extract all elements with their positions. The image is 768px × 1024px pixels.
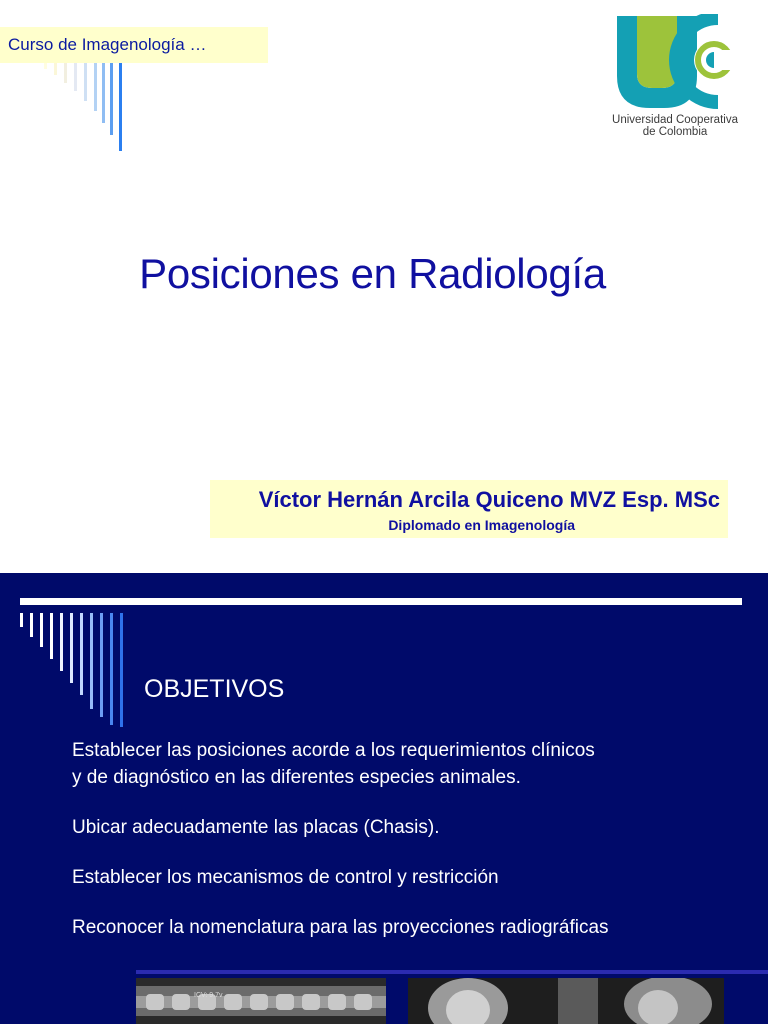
divider-line <box>20 598 742 605</box>
objectives-slide <box>0 573 768 1024</box>
course-tag: Curso de Imagenología … <box>0 27 268 63</box>
list-item: Reconocer la nomenclatura para las proyecciones radiográficas <box>72 917 609 938</box>
author-subtitle: Diplomado en Imagenología <box>388 517 575 533</box>
author-name: Víctor Hernán Arcila Quiceno MVZ Esp. MSc <box>258 487 720 512</box>
radiograph-label: ICV: 9.7v <box>194 992 223 999</box>
radiograph-image <box>136 978 386 1024</box>
university-name: Universidad Cooperativa de Colombia <box>612 114 738 138</box>
list-item: Establecer las posiciones acorde a los requerimientos clínicos y de diagnóstico en las diferentes especies animales. <box>72 740 595 788</box>
radiograph-image <box>408 978 724 1024</box>
list-item: Ubicar adecuadamente las placas (Chasis). <box>72 817 440 838</box>
list-item: Establecer los mecanismos de control y restricción <box>72 867 499 888</box>
objectives-list <box>72 737 752 964</box>
section-heading: OBJETIVOS <box>144 675 285 703</box>
page-title: Posiciones en Radiología <box>139 250 606 297</box>
author-box <box>210 480 728 538</box>
divider-line <box>136 970 768 974</box>
